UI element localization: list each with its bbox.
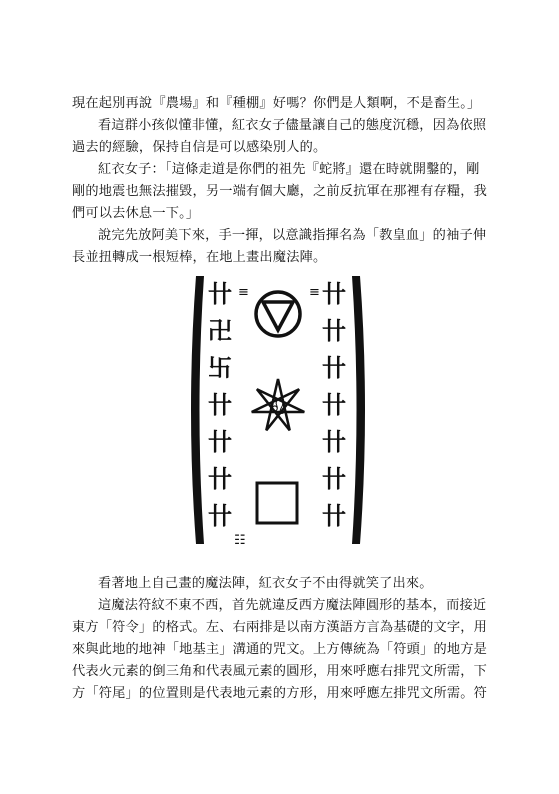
magic-circle-figure: [182, 270, 374, 550]
right-column-glyph: 卄: [322, 354, 346, 382]
seven-pointed-star-icon: [252, 379, 305, 430]
right-column-glyph: 卄: [322, 391, 346, 419]
paragraph-1: 現在起別再說『農場』和『種棚』好嗎？你們是人類啊，不是畜生。」: [72, 96, 481, 111]
left-column-glyph: 卐: [208, 354, 232, 382]
square-icon: [257, 483, 297, 523]
paragraph-6: 這魔法符紋不東不西，首先就違反西方魔法陣圓形的基本，而接近東方「符令」的格式。左、右兩排是以南方漢語方言為基礎的文字，用來與此地的地神「地基主」溝通的咒文。上方傳統為「符頭」的地方是代表火元素的倒三角和代表風元素的圓形，用來呼應右排咒文所需，下方「符尾」的位置則是代表地元素的方形，用來呼應左排咒文所需。符: [72, 598, 488, 701]
center-symbol: ♌: [269, 395, 287, 419]
left-bracket-bar: [191, 276, 204, 544]
right-bracket-bar: [352, 276, 365, 544]
right-glyph-column: [322, 280, 346, 530]
paragraph-2: 看這群小孩似懂非懂，紅衣女子儘量讓自己的態度沉穩，因為依照過去的經驗，保持自信是可以感染別人的。: [72, 118, 487, 155]
right-column-glyph: 卄: [322, 465, 346, 493]
paragraph-4: 說完先放阿美下來，手一揮，以意識指揮名為「教皇血」的袖子伸長並扭轉成一根短棒，在地上畫出魔法陣。: [72, 228, 487, 265]
left-glyph-column: [208, 280, 232, 530]
top-left-mark: ≡: [238, 285, 249, 300]
right-column-glyph: 卄: [322, 428, 346, 456]
bottom-right-mark: ☷: [234, 533, 246, 548]
left-column-glyph: 卄: [208, 391, 232, 419]
left-column-glyph: 卍: [208, 317, 232, 345]
paragraph-3: 紅衣女子：「這條走道是你們的祖先『蛇將』還在時就開鑿的，剛剛的地震也無法摧毀，另一端有個大廳，之前反抗軍在那裡有存糧，我們可以去休息一下。」: [72, 162, 488, 221]
inverted-triangle-in-circle-icon: [256, 292, 300, 336]
right-column-glyph: 卄: [322, 317, 346, 345]
right-column-glyph: 卄: [322, 502, 346, 530]
left-column-glyph: 卄: [208, 428, 232, 456]
left-column-glyph: 卄: [208, 280, 232, 308]
left-column-glyph: 卄: [208, 465, 232, 493]
left-column-glyph: 卄: [208, 502, 232, 530]
paragraph-5: 看著地上自己畫的魔法陣，紅衣女子不由得就笑了出來。: [98, 576, 433, 591]
top-right-mark: ≡: [309, 285, 320, 300]
right-column-glyph: 卄: [322, 280, 346, 308]
